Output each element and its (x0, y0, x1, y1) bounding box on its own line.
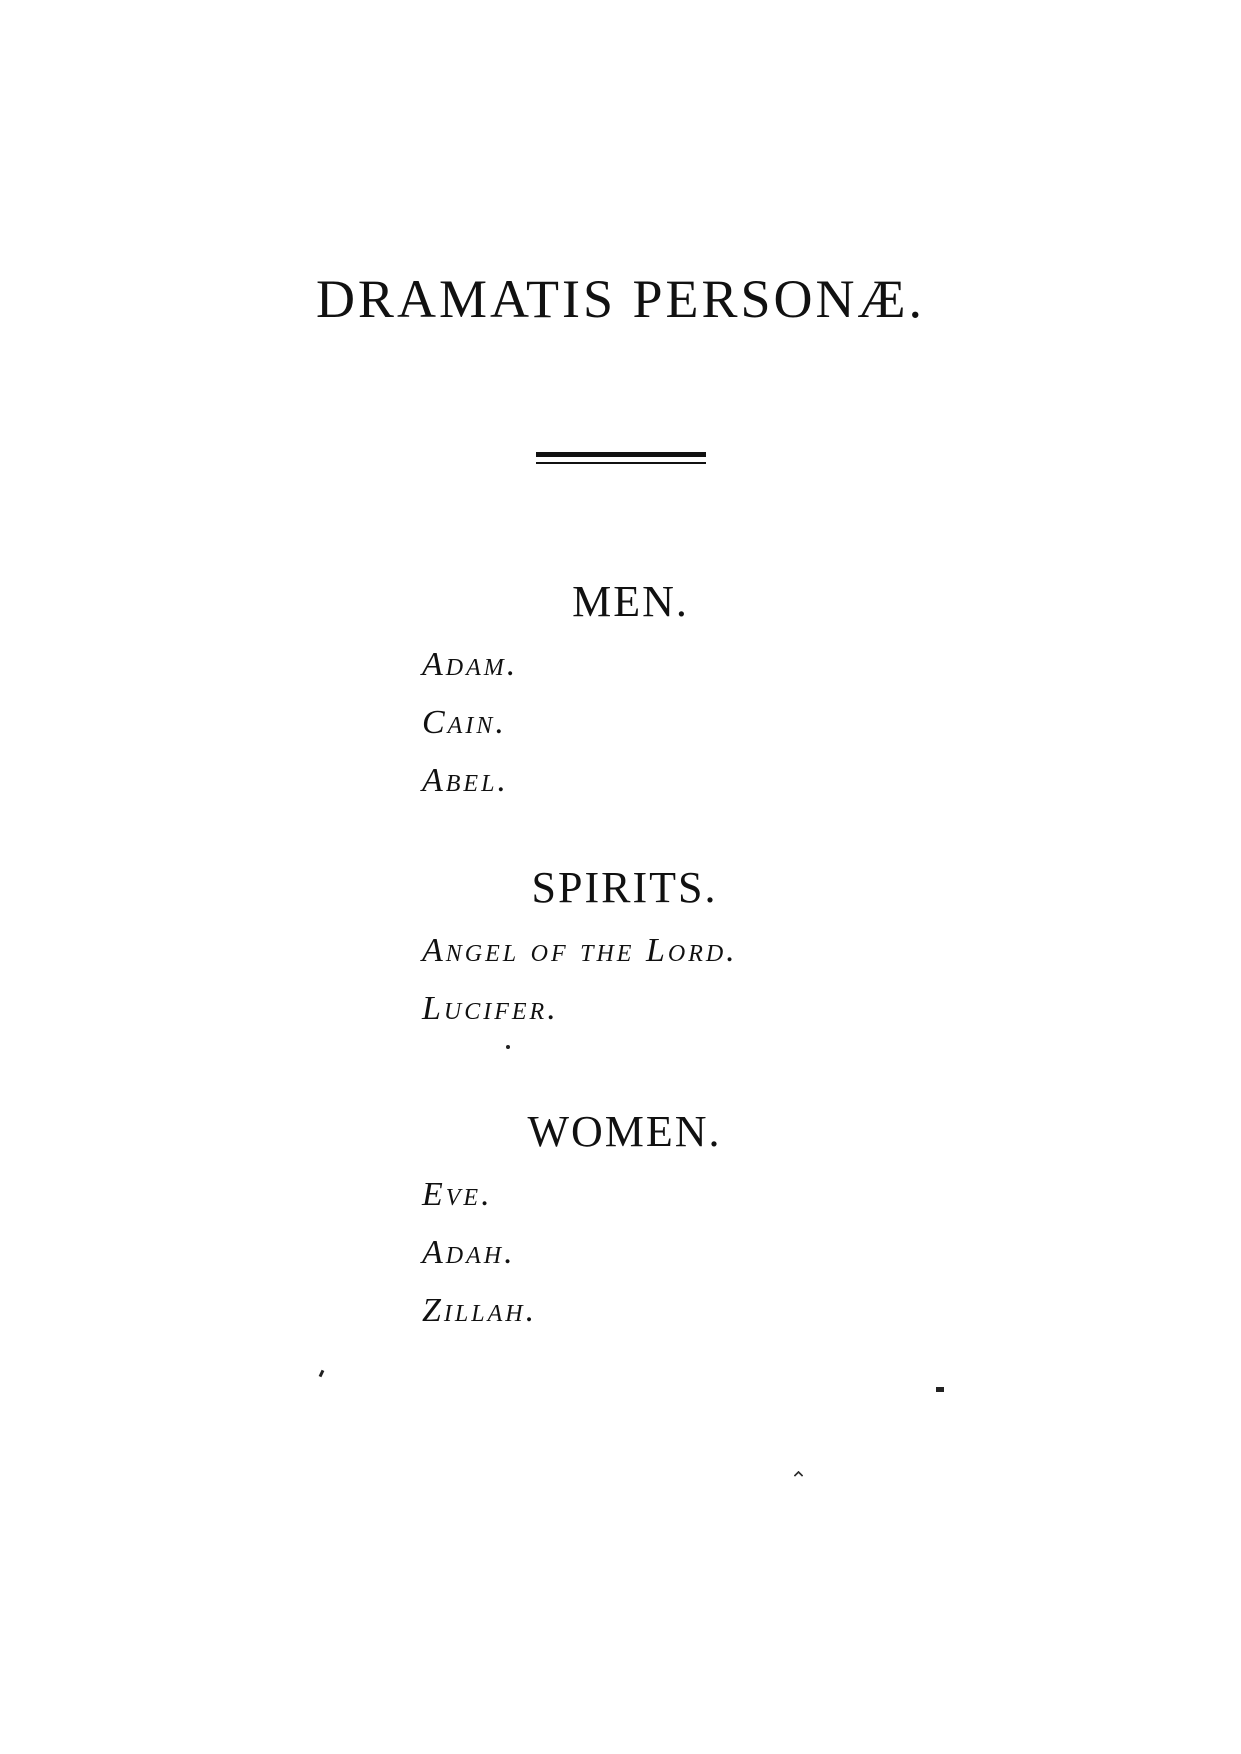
section-heading-spirits: SPIRITS. (531, 863, 718, 912)
character-name: Adah. (422, 1234, 516, 1271)
page-title: DRAMATIS PERSONÆ. (315, 269, 926, 329)
ink-speck (319, 1370, 325, 1378)
character-name: Zillah. (422, 1292, 538, 1329)
section-heading-women: WOMEN. (527, 1107, 722, 1156)
ink-speck (794, 1471, 804, 1481)
character-name: Cain. (422, 704, 507, 741)
ink-speck (506, 1045, 510, 1049)
ink-speck (936, 1387, 944, 1392)
section-heading-men: MEN. (572, 577, 689, 626)
character-name: Lucifer. (422, 990, 559, 1027)
character-list-spirits (422, 922, 738, 1038)
character-name: Angel of the Lord. (422, 932, 738, 969)
character-name: Adam. (422, 646, 519, 683)
rule-thin-line (536, 462, 706, 464)
character-list-men (422, 636, 518, 810)
decorative-double-rule (536, 452, 706, 464)
character-name: Eve. (422, 1176, 493, 1213)
character-name: Abel. (422, 762, 509, 799)
rule-thick-line (536, 452, 706, 457)
character-list-women (422, 1166, 537, 1340)
